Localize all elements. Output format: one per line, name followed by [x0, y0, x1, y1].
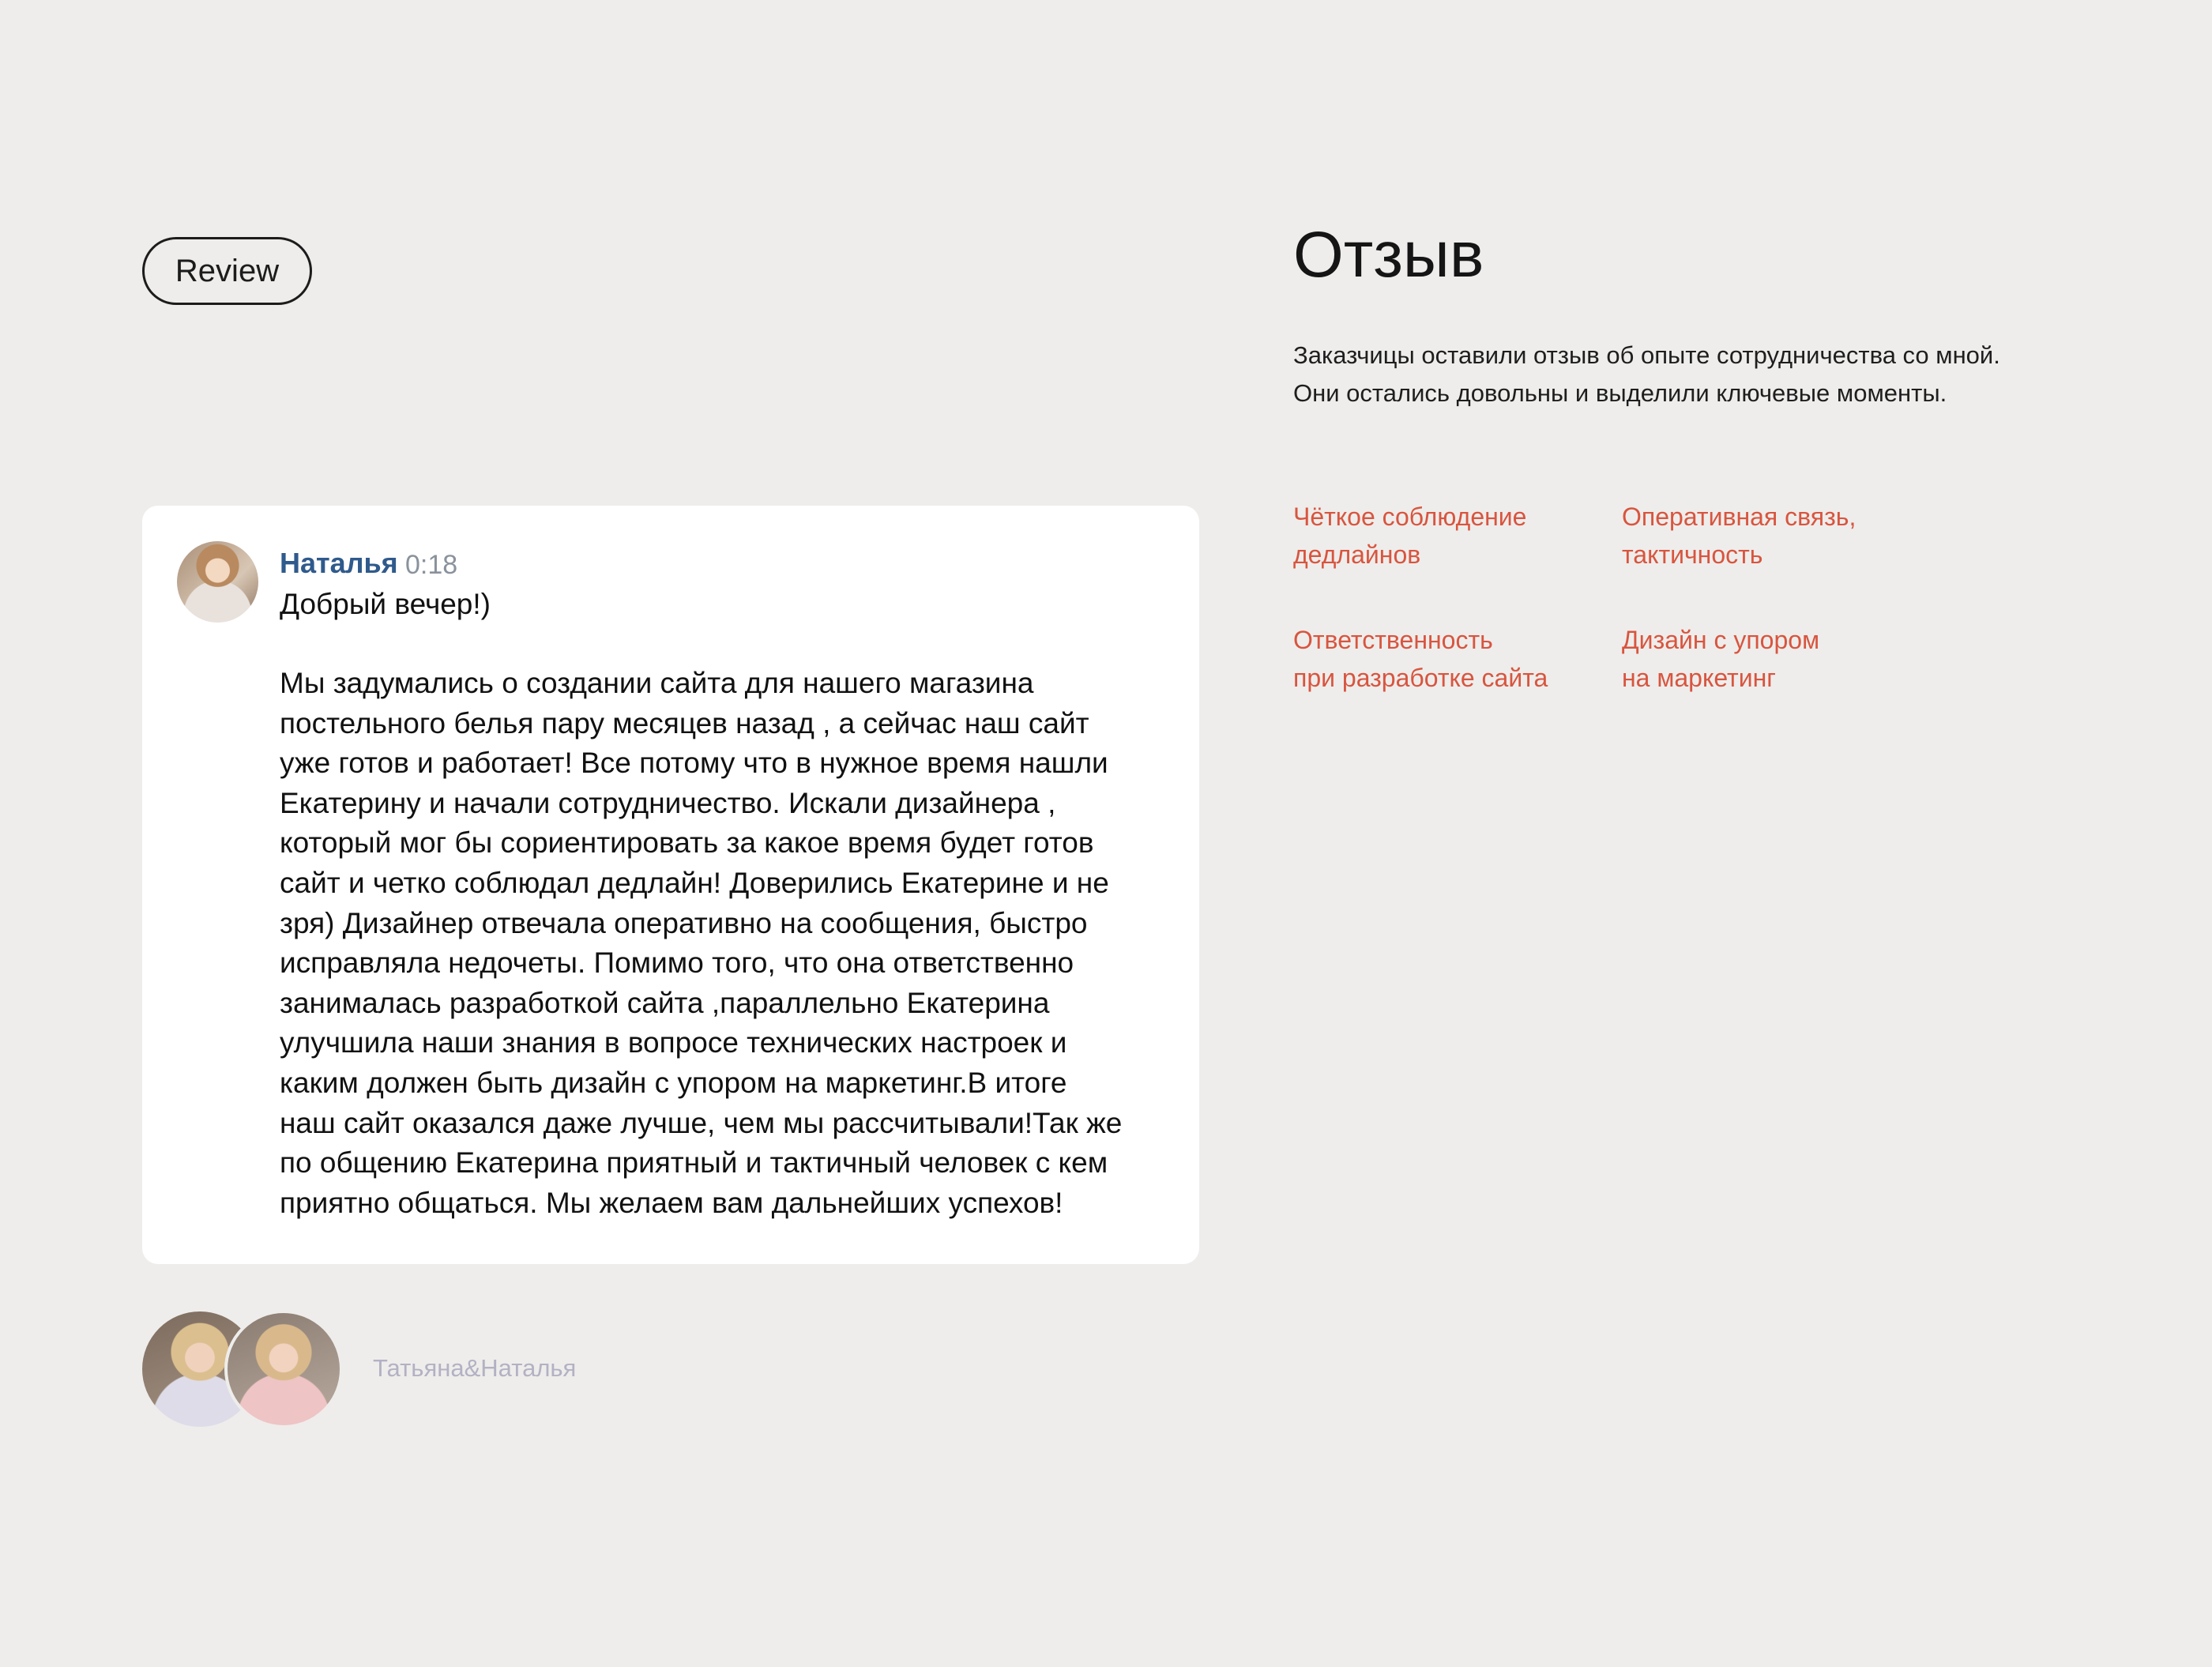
- intro-text: [1293, 337, 2083, 412]
- message-body: [280, 664, 1180, 1223]
- review-message-card: [142, 506, 1199, 1264]
- highlight-line: Ответственность: [1293, 626, 1493, 654]
- message-line: уже готов и работает! Все потому что в нужное время нашли: [280, 747, 1108, 780]
- message-greeting: Добрый вечер!): [280, 588, 491, 620]
- highlight-marketing-design: [1622, 621, 1922, 697]
- author-avatar: [177, 541, 258, 623]
- client-avatars: [142, 1311, 348, 1430]
- highlight-line: Чёткое соблюдение: [1293, 502, 1527, 531]
- message-line: по общению Екатерина приятный и тактичный человек с кем: [280, 1146, 1108, 1180]
- intro-line: Заказчицы оставили отзыв об опыте сотрудничества со мной.: [1293, 341, 2000, 369]
- message-line: приятно общаться. Мы желаем вам дальнейших успехов!: [280, 1186, 1063, 1219]
- highlight-communication: [1622, 498, 1922, 574]
- message-line: исправляла недочеты. Помимо того, что она ответственно: [280, 946, 1074, 980]
- message-line: который мог бы сориентировать за какое время будет готов: [280, 826, 1094, 860]
- highlight-line: Оперативная связь,: [1622, 502, 1856, 531]
- message-line: каким должен быть дизайн с упором на маркетинг.В итоге: [280, 1066, 1067, 1099]
- client-photo-natalia: [224, 1310, 343, 1428]
- message-line: Екатерину и начали сотрудничество. Искали дизайнера ,: [280, 786, 1056, 819]
- message-line: зря) Дизайнер отвечала оперативно на сообщения, быстро: [280, 906, 1088, 939]
- message-line: занималась разработкой сайта ,параллельно Екатерина: [280, 986, 1050, 1019]
- message-line: наш сайт оказался даже лучше, чем мы рассчитывали!Так же: [280, 1106, 1123, 1139]
- client-names: Татьяна&Наталья: [373, 1354, 577, 1382]
- message-line: Мы задумались о создании сайта для нашего магазина: [280, 667, 1034, 699]
- highlight-deadlines: [1293, 498, 1593, 574]
- message-line: улучшила наши знания в вопросе технических настроек и: [280, 1026, 1067, 1059]
- intro-line: Они остались довольны и выделили ключевые моменты.: [1293, 379, 1947, 407]
- highlight-line: тактичность: [1622, 540, 1763, 569]
- highlight-line: дедлайнов: [1293, 540, 1421, 569]
- highlight-line: при разработке сайта: [1293, 664, 1548, 692]
- review-badge: Review: [142, 237, 312, 305]
- highlight-line: на маркетинг: [1622, 664, 1776, 692]
- message-author-name: Наталья: [280, 547, 398, 579]
- message-line: постельного белья пару месяцев назад , а сейчас наш сайт: [280, 706, 1089, 739]
- highlight-responsibility: [1293, 621, 1593, 697]
- page-title: Отзыв: [1293, 219, 1484, 291]
- highlight-line: Дизайн с упором: [1622, 626, 1820, 654]
- message-line: сайт и четко соблюдал дедлайн! Доверились Екатерине и не: [280, 866, 1109, 899]
- message-time: 0:18: [405, 550, 458, 580]
